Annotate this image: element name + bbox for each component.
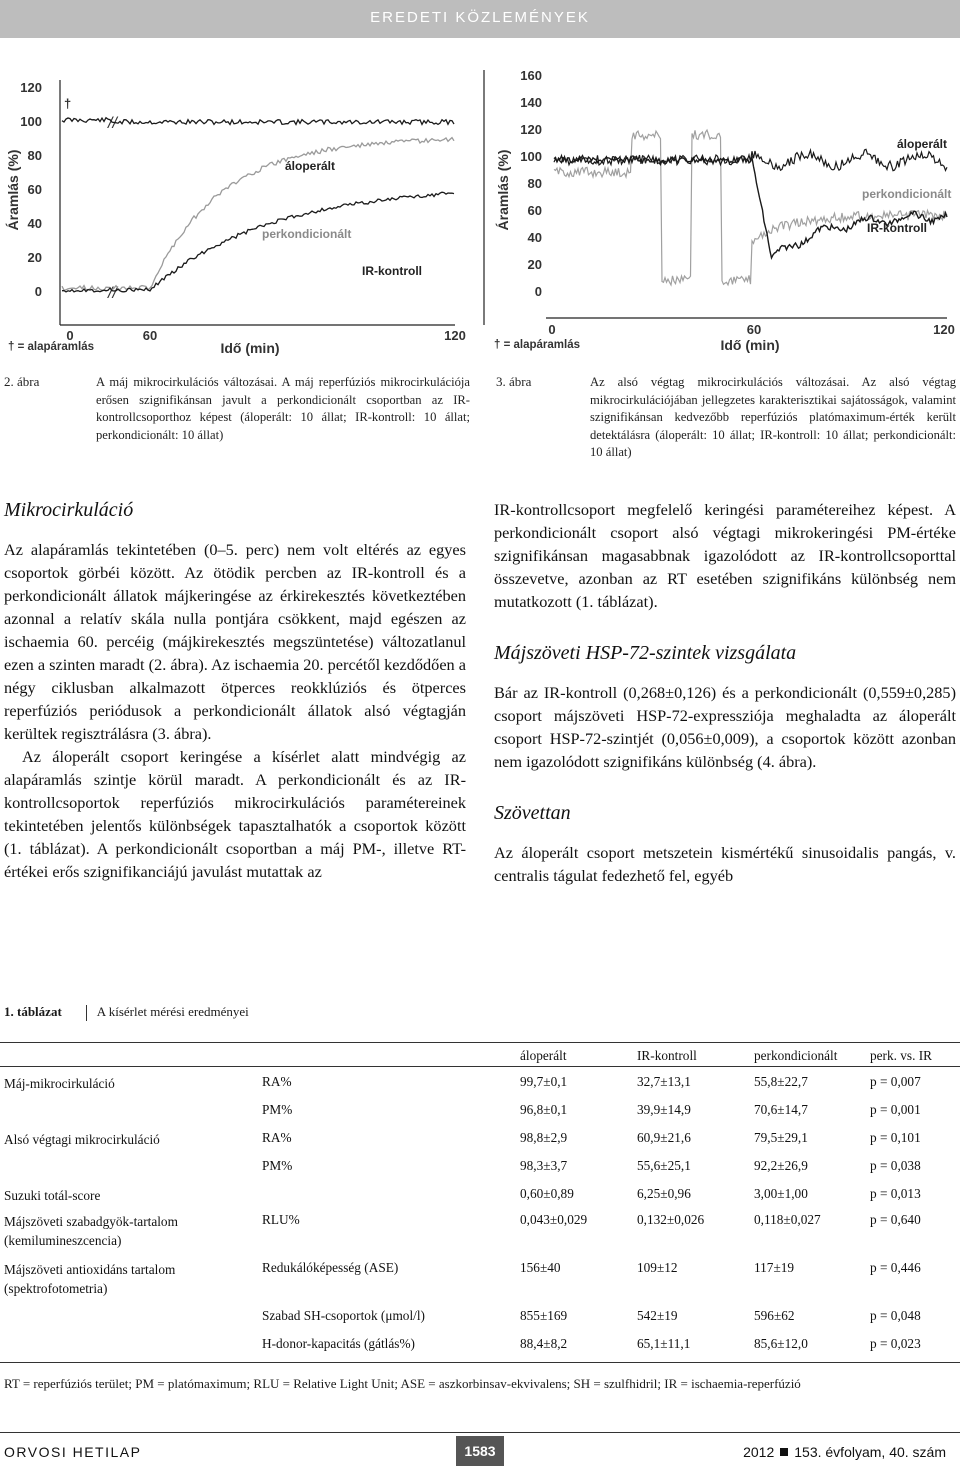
figure-2-caption: A máj mikrocirkulációs változásai. A máj reperfúziós mikrocirkulációja erősen szignifikánsan javult a perkondicionált csoportban az IR-kontrollcsoporthoz képest (áloperált: 10 állat; IR-kontroll: 10 állat; perkondicionált: 10 állat) <box>96 375 470 442</box>
issue-separator <box>780 1448 788 1456</box>
paragraph: Bár az IR-kontroll (0,268±0,126) és a perkondicionált (0,559±0,285) csoport májszöveti HSP-72-expressziója meghaladta az áloperált csoport HSP-72-szintjét (0,056±0,009), a csoportok között azonban nem igazolódott szignifikáns különbség (4. ábra). <box>494 683 956 771</box>
section-header <box>0 0 960 38</box>
fig3-ytick: 0 <box>534 284 542 299</box>
table-cell: 596±62 <box>754 1308 795 1323</box>
fig2-xtick: 0 <box>66 328 74 343</box>
fig2-xlabel: Idő (min) <box>220 340 280 356</box>
table-cell: 99,7±0,1 <box>520 1074 568 1089</box>
table-cell: 85,6±12,0 <box>754 1336 808 1351</box>
fig3-label-ir: IR-kontroll <box>867 221 927 235</box>
fig2-ytick: 60 <box>27 182 42 197</box>
fig3-xtick: 60 <box>746 322 762 337</box>
table-cell: 70,6±14,7 <box>754 1102 808 1117</box>
figure-3-caption-label: 3. ábra <box>496 374 532 389</box>
figure-2-chart <box>0 60 475 360</box>
left-column <box>4 498 466 883</box>
table-cell: 98,8±2,9 <box>520 1130 568 1145</box>
fig2-ylabel: Áramlás (%) <box>5 149 21 231</box>
table-cell: 0,118±0,027 <box>754 1212 821 1227</box>
fig2-series-sham <box>62 118 454 125</box>
table-cell: p = 0,023 <box>870 1336 921 1351</box>
fig2-ytick: 20 <box>27 250 42 265</box>
section-heading-mikrocirkulacio: Mikrocirkuláció <box>4 499 134 521</box>
table-cell: p = 0,446 <box>870 1260 921 1275</box>
table-number: 1. táblázat <box>4 1004 62 1019</box>
table-caption-separator <box>86 1005 87 1021</box>
fig2-xtick: 60 <box>142 328 158 343</box>
figure-3-caption: Az alsó végtag mikrocirkulációs változásai. Az alsó végtag mikrocirkulációjában jellegzetes karakterisztikai sajátosságok, valamint szignifikánsan kedvezőbb reperfúziós platómaximum-érték került detektálásra (áloperált: 10 állat; IR-kontroll: 10 állat; perkondicionált: 10 állat) <box>590 375 956 459</box>
table-cell: p = 0,048 <box>870 1308 921 1323</box>
table-row-label: Májszöveti antioxidáns tartalom (spektrofotometria) <box>4 1262 176 1296</box>
table-caption <box>4 1004 249 1021</box>
fig2-label-sham: áloperált <box>285 159 336 173</box>
fig3-ytick: 80 <box>527 176 542 191</box>
table-cell: RA% <box>262 1130 292 1145</box>
fig3-ytick: 100 <box>520 149 542 164</box>
fig2-ytick: 0 <box>34 284 42 299</box>
fig2-ytick: 100 <box>20 114 42 129</box>
table-cell: 65,1±11,1 <box>637 1336 691 1351</box>
table-cell: p = 0,101 <box>870 1130 921 1145</box>
figure-2-caption-label: 2. ábra <box>4 374 40 389</box>
paragraph: Az áloperált csoport metszetein kismértékű sinusoidalis pangás, v. centralis tágulat fedezhető fel, egyéb <box>494 843 956 885</box>
table-cell: 0,043±0,029 <box>520 1212 588 1227</box>
table-cell: 6,25±0,96 <box>637 1186 691 1201</box>
table-cell: 55,6±25,1 <box>637 1158 691 1173</box>
table-cell: 156±40 <box>520 1260 561 1275</box>
table-cell: RLU% <box>262 1212 300 1227</box>
table-cell: 92,2±26,9 <box>754 1158 808 1173</box>
table-header-cell: perkondicionált <box>754 1048 838 1063</box>
table-cell: PM% <box>262 1158 293 1173</box>
fig3-label-sham: áloperált <box>897 137 948 151</box>
fig2-dagger: † <box>64 96 72 111</box>
fig3-ytick: 60 <box>527 203 542 218</box>
table-cell: p = 0,007 <box>870 1074 921 1089</box>
table-cell: 55,8±22,7 <box>754 1074 808 1089</box>
table-cell: p = 0,640 <box>870 1212 921 1227</box>
fig3-ytick: 20 <box>527 257 542 272</box>
fig3-ylabel: Áramlás (%) <box>495 149 511 231</box>
issue-volume: 153. évfolyam, 40. szám <box>794 1444 946 1460</box>
table-cell: 3,00±1,00 <box>754 1186 808 1201</box>
paragraph: Az áloperált csoport keringése a kísérlet alatt mindvégig az alapáramlás szintje körül maradt. A perkondicionált és az IR-kontrollcsoportok reperfúziós mikrocirkulációs paramétereinek tekintetében jelentős különbségek tapasztalhatók a csoportok között (1. táblázat). A perkondicionált csoportban a máj PM-, illetve RT-értékei erős szignifikanciájú javulást mutattak az <box>4 747 466 881</box>
fig3-xtick: 120 <box>933 322 955 337</box>
page-footer <box>0 1436 960 1470</box>
fig3-legend-note: † = alapáramlás <box>494 339 580 351</box>
table-cell: H-donor-kapacitás (gátlás%) <box>262 1336 415 1351</box>
section-title: EREDETI KÖZLEMÉNYEK <box>370 9 590 26</box>
table-cell: 96,8±0,1 <box>520 1102 568 1117</box>
table-cell: 0,60±0,89 <box>520 1186 574 1201</box>
fig3-ytick: 120 <box>520 122 542 137</box>
fig2-ytick: 80 <box>27 148 42 163</box>
paragraph: IR-kontrollcsoport megfelelő keringési paramétereihez képest. A perkondicionált csoport alsó végtagi mikrokeringési PM-értéke szignifikánsan magasabbnak igazolódott az IR-kontrollcsoporttal összevetve, azonban az RT esetében szignifikáns különbség nem mutatkozott (1. táblázat). <box>494 500 956 611</box>
table-cell: 0,132±0,026 <box>637 1212 705 1227</box>
table-footnote: RT = reperfúziós terület; PM = platómaximum; RLU = Relative Light Unit; ASE = aszkorbinsav-ekvivalens; SH = szulfhidril; IR = ischaemia-reperfúzió <box>4 1376 801 1391</box>
table-cell: 39,9±14,9 <box>637 1102 691 1117</box>
table-cell: 32,7±13,1 <box>637 1074 691 1089</box>
issue-year: 2012 <box>743 1444 775 1460</box>
section-heading-szovettan: Szövettan <box>494 802 571 824</box>
issue-info <box>743 1444 946 1460</box>
fig2-xtick: 120 <box>444 328 466 343</box>
fig2-ytick: 40 <box>27 216 42 231</box>
table-row-label: Májszöveti szabadgyök-tartalom (kemilumineszcencia) <box>4 1214 178 1248</box>
table-cell: RA% <box>262 1074 292 1089</box>
table-header-cell: áloperált <box>520 1048 567 1063</box>
table-cell: 98,3±3,7 <box>520 1158 568 1173</box>
fig3-ytick: 140 <box>520 95 542 110</box>
fig3-ytick: 40 <box>527 230 542 245</box>
table-cell: p = 0,013 <box>870 1186 921 1201</box>
table-row-label: Alsó végtagi mikrocirkuláció <box>4 1132 160 1147</box>
table-row-label: Máj-mikrocirkuláció <box>4 1076 115 1091</box>
fig3-series-precond <box>554 130 947 285</box>
table-cell: 88,4±8,2 <box>520 1336 568 1351</box>
table-cell: 117±19 <box>754 1260 795 1275</box>
fig2-break-bottom: // <box>108 285 117 302</box>
table-cell: 542±19 <box>637 1308 678 1323</box>
figure-2 <box>0 60 475 360</box>
fig2-label-ir: IR-kontroll <box>362 264 422 278</box>
table-cell: 855±169 <box>520 1308 568 1323</box>
table-cell: 109±12 <box>637 1260 678 1275</box>
table-cell: PM% <box>262 1102 293 1117</box>
fig3-xtick: 0 <box>548 322 556 337</box>
fig2-break-top: // <box>108 115 117 132</box>
table-cell: p = 0,001 <box>870 1102 921 1117</box>
table-row-label: Suzuki totál-score <box>4 1188 101 1203</box>
table-bottom-rule <box>0 1362 960 1363</box>
table-cell: 79,5±29,1 <box>754 1130 808 1145</box>
table-cell: Redukálóképesség (ASE) <box>262 1260 399 1275</box>
table-cell: 60,9±21,6 <box>637 1130 691 1145</box>
right-column <box>494 498 956 887</box>
fig2-legend-note: † = alapáramlás <box>8 341 94 353</box>
paragraph: Az alapáramlás tekintetében (0–5. perc) nem volt eltérés az egyes csoportok görbéi között. Az ötödik percben az IR-kontroll és a perkondicionált állatok májkeringése az érkirekesztés következtében azonnal a relatív skála nulla pontjára csökkent, majd egészen az ischaemia 60. percéig (májkirekesztés megszüntetése) változatlanul ezen a szinten maradt (2. ábra). Az ischaemia 20. percétől kezdődően a négy ciklusban alkalmazott ötperces reokklúziós és ötperces reperfúziós periódusok a perkondicionált állatok alsó végtagján kerültek regisztrálásra (3. ábra). <box>4 540 466 743</box>
table-header-cell: perk. vs. IR <box>870 1048 933 1063</box>
journal-name: ORVOSI HETILAP <box>4 1444 142 1460</box>
fig3-label-precond: perkondicionált <box>862 187 952 201</box>
table-header-rule <box>0 1066 960 1067</box>
section-heading-hsp72: Májszöveti HSP-72-szintek vizsgálata <box>494 642 797 664</box>
table-cell: Szabad SH-csoportok (μmol/l) <box>262 1308 425 1323</box>
footer-rule <box>0 1432 960 1433</box>
fig2-ytick: 120 <box>20 80 42 95</box>
figure-3 <box>482 60 960 360</box>
page-number: 1583 <box>456 1436 504 1466</box>
table-top-rule <box>0 1042 960 1043</box>
fig3-xlabel: Idő (min) <box>720 337 780 353</box>
fig3-ytick: 160 <box>520 68 542 83</box>
fig2-label-precond: perkondicionált <box>262 227 352 241</box>
table-header-cell: IR-kontroll <box>637 1048 697 1063</box>
table-cell: p = 0,038 <box>870 1158 921 1173</box>
figure-3-chart <box>482 60 960 360</box>
table-title: A kísérlet mérési eredményei <box>96 1004 249 1019</box>
